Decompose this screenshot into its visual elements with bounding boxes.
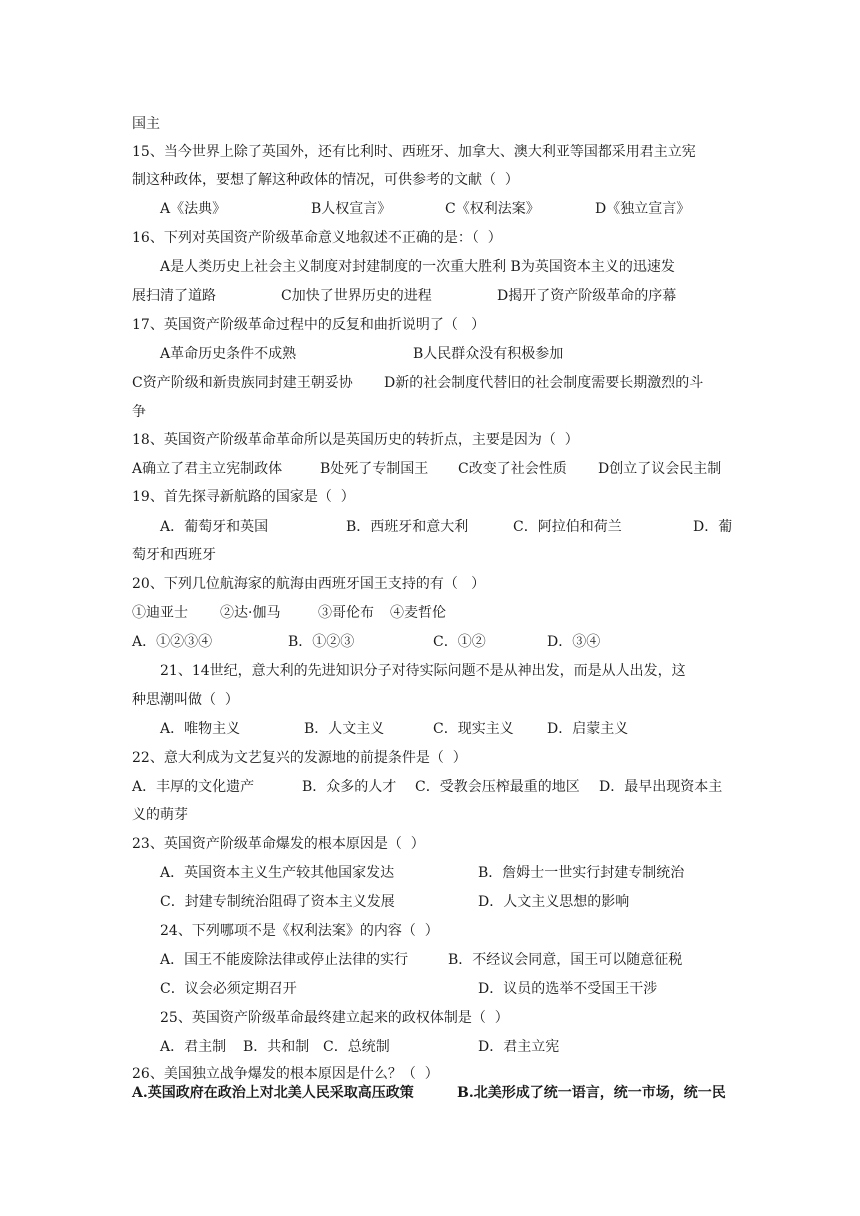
option-d: D创立了议会民主制	[598, 461, 722, 477]
option-c: C．总统制	[323, 1039, 390, 1055]
option-d: D．人文主义思想的影响	[478, 894, 630, 910]
option-b: B．詹姆士一世实行封建专制统治	[478, 865, 685, 881]
question-24: 24、下列哪项不是《权利法案》的内容（ ）	[160, 923, 439, 939]
option-a: A．①②③④	[132, 634, 213, 650]
text-line: 展扫清了道路	[132, 288, 216, 304]
option-a: A．丰厚的文化遗产	[132, 779, 255, 795]
option-b: B．共和制	[243, 1039, 310, 1055]
option-a: A革命历史条件不成熟	[160, 346, 297, 362]
option-c: C．议会必须定期召开	[160, 981, 297, 997]
text-line: 争	[132, 404, 146, 420]
question-22: 22、意大利成为文艺复兴的发源地的前提条件是（ ）	[132, 750, 467, 766]
option-d: D揭开了资产阶级革命的序幕	[497, 288, 677, 304]
option-a: A确立了君主立宪制政体	[132, 461, 283, 477]
option-c: C加快了世界历史的进程	[281, 288, 432, 304]
option-d: D．最早出现资本主	[599, 779, 723, 795]
item-3: ③哥伦布	[318, 605, 374, 621]
option-c: C．现实主义	[433, 721, 514, 737]
question-17: 17、英国资产阶级革命过程中的反复和曲折说明了（ ）	[132, 317, 486, 333]
option-b: B处死了专制国王	[320, 461, 429, 477]
option-a: A．君主制	[160, 1039, 227, 1055]
option-c: C资产阶级和新贵族同封建王朝妥协	[132, 375, 353, 391]
option-b: B．①②③	[288, 634, 355, 650]
option-a: A《法典》	[160, 201, 227, 217]
option-b: B．西班牙和意大利	[346, 519, 469, 535]
question-21: 21、14世纪，意大利的先进知识分子对待实际问题不是从神出发，而是从人出发，这	[160, 663, 686, 679]
option-a: A.英国政府在政治上对北美人民采取高压政策	[132, 1085, 414, 1101]
option-d: D新的社会制度代替旧的社会制度需要长期激烈的斗	[384, 375, 704, 391]
option-d: D．议员的选举不受国王干涉	[478, 981, 658, 997]
option-b: B.北美形成了统一语言，统一市场，统一民	[457, 1085, 726, 1101]
question-19: 19、首先探寻新航路的国家是（ ）	[132, 489, 355, 505]
option-d: D．启蒙主义	[547, 721, 629, 737]
option-a: A．英国资本主义生产较其他国家发达	[160, 865, 395, 881]
item-4: ④麦哲伦	[390, 605, 446, 621]
option-c: C．①②	[433, 634, 486, 650]
item-2: ②达·伽马	[220, 605, 281, 621]
option-b: B．不经议会同意，国王可以随意征税	[448, 952, 683, 968]
option-b: B人权宣言》	[311, 201, 392, 217]
text-line: 国主	[132, 116, 160, 132]
option-d: D．君主立宪	[478, 1039, 560, 1055]
text-line: 制这种政体，要想了解这种政体的情况，可供参考的文献（ ）	[132, 172, 519, 188]
option-d: D《独立宣言》	[595, 201, 691, 217]
question-26: 26、美国独立战争爆发的根本原因是什么？（ ）	[132, 1066, 439, 1082]
option-b: B人民群众没有积极参加	[413, 346, 564, 362]
option-a: A．唯物主义	[160, 721, 241, 737]
text-line: A是人类历史上社会主义制度对封建制度的一次重大胜利 B为英国资本主义的迅速发	[160, 259, 675, 275]
option-a: A．葡萄牙和英国	[160, 519, 269, 535]
question-16: 16、下列对英国资产阶级革命意义地叙述不正确的是：（ ）	[132, 230, 502, 246]
option-b: B．众多的人才	[302, 779, 397, 795]
option-a: A．国王不能废除法律或停止法律的实行	[160, 952, 409, 968]
text-line: 义的萌芽	[132, 807, 188, 823]
question-25: 25、英国资产阶级革命最终建立起来的政权体制是（ ）	[160, 1010, 509, 1026]
question-20: 20、下列几位航海家的航海由西班牙国王支持的有（ ）	[132, 576, 486, 592]
option-c: C改变了社会性质	[458, 461, 567, 477]
text-line: 萄牙和西班牙	[132, 547, 216, 563]
text-line: 种思潮叫做（ ）	[132, 692, 239, 708]
question-18: 18、英国资产阶级革命革命所以是英国历史的转折点，主要是因为（ ）	[132, 432, 579, 448]
option-c: C．封建专制统治阻碍了资本主义发展	[160, 894, 395, 910]
item-1: ①迪亚士	[132, 605, 188, 621]
option-b: B．人文主义	[304, 721, 385, 737]
question-15: 15、当今世界上除了英国外，还有比利时、西班牙、加拿大、澳大利亚等国都采用君主立宪	[132, 144, 696, 160]
option-c: C．阿拉伯和荷兰	[513, 519, 622, 535]
option-c: C《权利法案》	[445, 201, 540, 217]
question-23: 23、英国资产阶级革命爆发的根本原因是（ ）	[132, 836, 425, 852]
option-d: D．葡	[693, 519, 733, 535]
option-d: D．③④	[547, 634, 601, 650]
option-c: C．受教会压榨最重的地区	[415, 779, 580, 795]
